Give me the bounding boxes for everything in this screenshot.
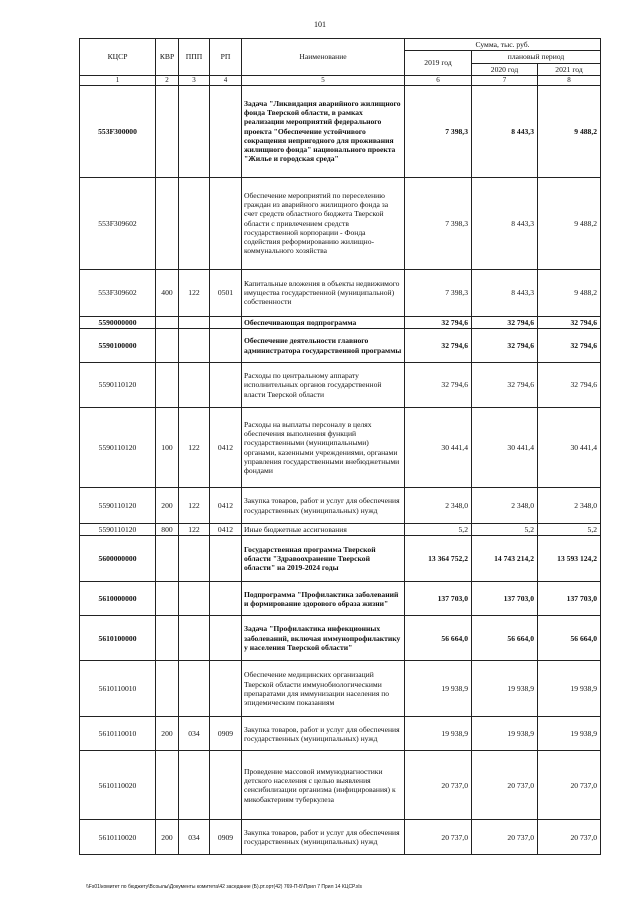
table-row [80,488,601,524]
cell-2020: 32 794,6 [472,316,538,328]
cell-2020: 32 794,6 [472,363,538,408]
header-2019: 2019 год [405,51,472,76]
cell-rp [210,661,242,717]
cell-name: Обеспечение деятельности главного администратора государственной программы [242,329,405,363]
cell-ppp [179,316,210,328]
cell-2021: 9 488,2 [538,177,601,269]
table-row [80,269,601,316]
cell-rp [210,177,242,269]
budget-table [79,38,601,855]
cell-ppp [179,177,210,269]
cell-2020: 20 737,0 [472,820,538,855]
cell-rp: 0909 [210,717,242,751]
cell-2021: 19 938,9 [538,717,601,751]
cell-kcsr: 553F300000 [80,85,156,177]
cell-2019: 137 703,0 [405,582,472,616]
cell-kvr [156,329,179,363]
cell-rp: 0501 [210,269,242,316]
cell-kvr: 200 [156,717,179,751]
header-sum: Сумма, тыс. руб. [405,39,601,51]
cell-2020: 5,2 [472,524,538,536]
cell-2020: 8 443,3 [472,269,538,316]
cell-2019: 5,2 [405,524,472,536]
cell-name: Обеспечение медицинских организаций Тверской области иммунобиологическими препаратами для иммунизации населения по эпидемическим показаниям [242,661,405,717]
cell-rp: 0412 [210,488,242,524]
cell-2021: 13 593 124,2 [538,536,601,582]
page-number: 101 [314,20,326,29]
cell-kvr [156,177,179,269]
table-row [80,177,601,269]
cell-2021: 32 794,6 [538,363,601,408]
cell-rp [210,751,242,820]
cell-kcsr: 5590110120 [80,524,156,536]
cell-kcsr: 5590100000 [80,329,156,363]
cell-2021: 30 441,4 [538,408,601,488]
cell-ppp: 034 [179,717,210,751]
cell-ppp [179,536,210,582]
cell-ppp [179,751,210,820]
table-row [80,616,601,661]
file-path-footer: \\Fs01\комитет по бюджету\Всоылы\Документы комитета\42 заседание (Б).рт.орт(42) 769-П-Б\Прил 7 Прил 14 КЦСР.xls [86,884,362,890]
cell-name: Обеспечивающая подпрограмма [242,316,405,328]
cell-2020: 30 441,4 [472,408,538,488]
cell-2020: 19 938,9 [472,717,538,751]
cell-2020: 32 794,6 [472,329,538,363]
cell-kvr [156,363,179,408]
cell-kcsr: 5590110120 [80,408,156,488]
cell-kvr: 400 [156,269,179,316]
cell-name: Расходы по центральному аппарату исполнительных органов государственной власти Тверской области [242,363,405,408]
col-num: 7 [472,75,538,85]
cell-ppp: 122 [179,524,210,536]
col-num: 5 [242,75,405,85]
cell-name: Капитальные вложения в объекты недвижимого имущества государственной (муниципальной) собственности [242,269,405,316]
cell-kvr [156,616,179,661]
col-num: 8 [538,75,601,85]
cell-kcsr: 5590110120 [80,363,156,408]
cell-2020: 14 743 214,2 [472,536,538,582]
cell-2019: 7 398,3 [405,177,472,269]
cell-2019: 19 938,9 [405,717,472,751]
cell-name: Задача "Профилактика инфекционных заболеваний, включая иммунопрофилактику у населения Тверской области" [242,616,405,661]
cell-kvr: 100 [156,408,179,488]
cell-name: Государственная программа Тверской области "Здравоохранение Тверской области" на 2019-2024 годы [242,536,405,582]
cell-rp [210,363,242,408]
cell-ppp [179,582,210,616]
cell-name: Подпрограмма "Профилактика заболеваний и формирование здорового образа жизни" [242,582,405,616]
table-row [80,582,601,616]
header-rp: РП [210,39,242,76]
cell-kcsr: 5610110010 [80,661,156,717]
cell-2019: 30 441,4 [405,408,472,488]
cell-kvr [156,582,179,616]
cell-rp: 0909 [210,820,242,855]
cell-2019: 2 348,0 [405,488,472,524]
cell-kcsr: 553F309602 [80,177,156,269]
cell-kcsr: 5610100000 [80,616,156,661]
header-2020: 2020 год [472,63,538,75]
cell-rp [210,582,242,616]
table-row [80,408,601,488]
cell-ppp: 034 [179,820,210,855]
cell-kcsr: 5590000000 [80,316,156,328]
cell-2021: 137 703,0 [538,582,601,616]
table-row [80,717,601,751]
cell-2021: 9 488,2 [538,85,601,177]
cell-2021: 19 938,9 [538,661,601,717]
cell-2020: 56 664,0 [472,616,538,661]
cell-kcsr: 5610110020 [80,820,156,855]
cell-2021: 32 794,6 [538,329,601,363]
col-num: 1 [80,75,156,85]
cell-rp [210,316,242,328]
cell-2021: 20 737,0 [538,820,601,855]
cell-kvr [156,536,179,582]
cell-rp: 0412 [210,524,242,536]
cell-2021: 9 488,2 [538,269,601,316]
cell-ppp: 122 [179,269,210,316]
cell-kcsr: 553F309602 [80,269,156,316]
cell-2019: 19 938,9 [405,661,472,717]
cell-2019: 32 794,6 [405,316,472,328]
cell-2021: 2 348,0 [538,488,601,524]
cell-ppp: 122 [179,488,210,524]
cell-name: Закупка товаров, работ и услуг для обеспечения государственных (муниципальных) нужд [242,820,405,855]
col-num: 4 [210,75,242,85]
cell-2020: 8 443,3 [472,177,538,269]
cell-kcsr: 5610110020 [80,751,156,820]
cell-rp [210,616,242,661]
table-row [80,751,601,820]
col-num: 2 [156,75,179,85]
cell-name: Проведение массовой иммунодиагностики детского населения с целью выявления сенсибилизации организма (инфицирования) к микобактериям туберкулеза [242,751,405,820]
cell-ppp: 122 [179,408,210,488]
cell-kcsr: 5590110120 [80,488,156,524]
cell-kcsr: 5600000000 [80,536,156,582]
cell-name: Закупка товаров, работ и услуг для обеспечения государственных (муниципальных) нужд [242,488,405,524]
cell-2020: 19 938,9 [472,661,538,717]
header-name: Наименование [242,39,405,76]
table-row [80,536,601,582]
table-row [80,524,601,536]
header-ppp: ППП [179,39,210,76]
cell-2021: 56 664,0 [538,616,601,661]
cell-2019: 7 398,3 [405,269,472,316]
cell-2019: 20 737,0 [405,751,472,820]
cell-2020: 8 443,3 [472,85,538,177]
header-planning: плановый период [472,51,601,63]
cell-kvr [156,751,179,820]
col-num: 6 [405,75,472,85]
cell-name: Закупка товаров, работ и услуг для обеспечения государственных (муниципальных) нужд [242,717,405,751]
cell-ppp [179,661,210,717]
table-body [80,85,601,855]
table-row [80,820,601,855]
cell-2020: 2 348,0 [472,488,538,524]
cell-kvr: 800 [156,524,179,536]
header-2021: 2021 год [538,63,601,75]
cell-name: Задача "Ликвидация аварийного жилищного фонда Тверской области, в рамках реализации мероприятий федерального проекта "Обеспечение устойчивого сокращения непригодного для проживания жилищного фонда" национального проекта "Жилье и городская среда" [242,85,405,177]
table-row [80,329,601,363]
cell-2021: 20 737,0 [538,751,601,820]
cell-kvr [156,661,179,717]
cell-name: Обеспечение мероприятий по переселению граждан из аварийного жилищного фонда за счет средств областного бюджета Тверской области с привлечением средств государственной корпорации - Фонда содействия реформированию жилищно-коммунального хозяйства [242,177,405,269]
table-row [80,363,601,408]
cell-name: Расходы на выплаты персоналу в целях обеспечения выполнения функций государственными (муниципальными) органами, казенными учреждениями, органами управления государственными внебюджетными фондами [242,408,405,488]
cell-kvr: 200 [156,820,179,855]
cell-2019: 56 664,0 [405,616,472,661]
cell-name: Иные бюджетные ассигнования [242,524,405,536]
cell-kvr [156,85,179,177]
table-row [80,661,601,717]
cell-rp: 0412 [210,408,242,488]
cell-kcsr: 5610000000 [80,582,156,616]
cell-rp [210,85,242,177]
cell-2021: 5,2 [538,524,601,536]
table-row [80,316,601,328]
cell-kvr [156,316,179,328]
cell-rp [210,329,242,363]
table-header [80,39,601,86]
table-row [80,85,601,177]
cell-ppp [179,85,210,177]
cell-rp [210,536,242,582]
cell-ppp [179,329,210,363]
col-num: 3 [179,75,210,85]
header-kvr: КВР [156,39,179,76]
cell-2019: 7 398,3 [405,85,472,177]
cell-2019: 32 794,6 [405,363,472,408]
cell-ppp [179,363,210,408]
cell-2020: 20 737,0 [472,751,538,820]
cell-kcsr: 5610110010 [80,717,156,751]
cell-2019: 20 737,0 [405,820,472,855]
cell-ppp [179,616,210,661]
cell-2020: 137 703,0 [472,582,538,616]
cell-2021: 32 794,6 [538,316,601,328]
header-kcsr: КЦСР [80,39,156,76]
column-numbers-row [80,75,601,85]
cell-kvr: 200 [156,488,179,524]
cell-2019: 13 364 752,2 [405,536,472,582]
cell-2019: 32 794,6 [405,329,472,363]
